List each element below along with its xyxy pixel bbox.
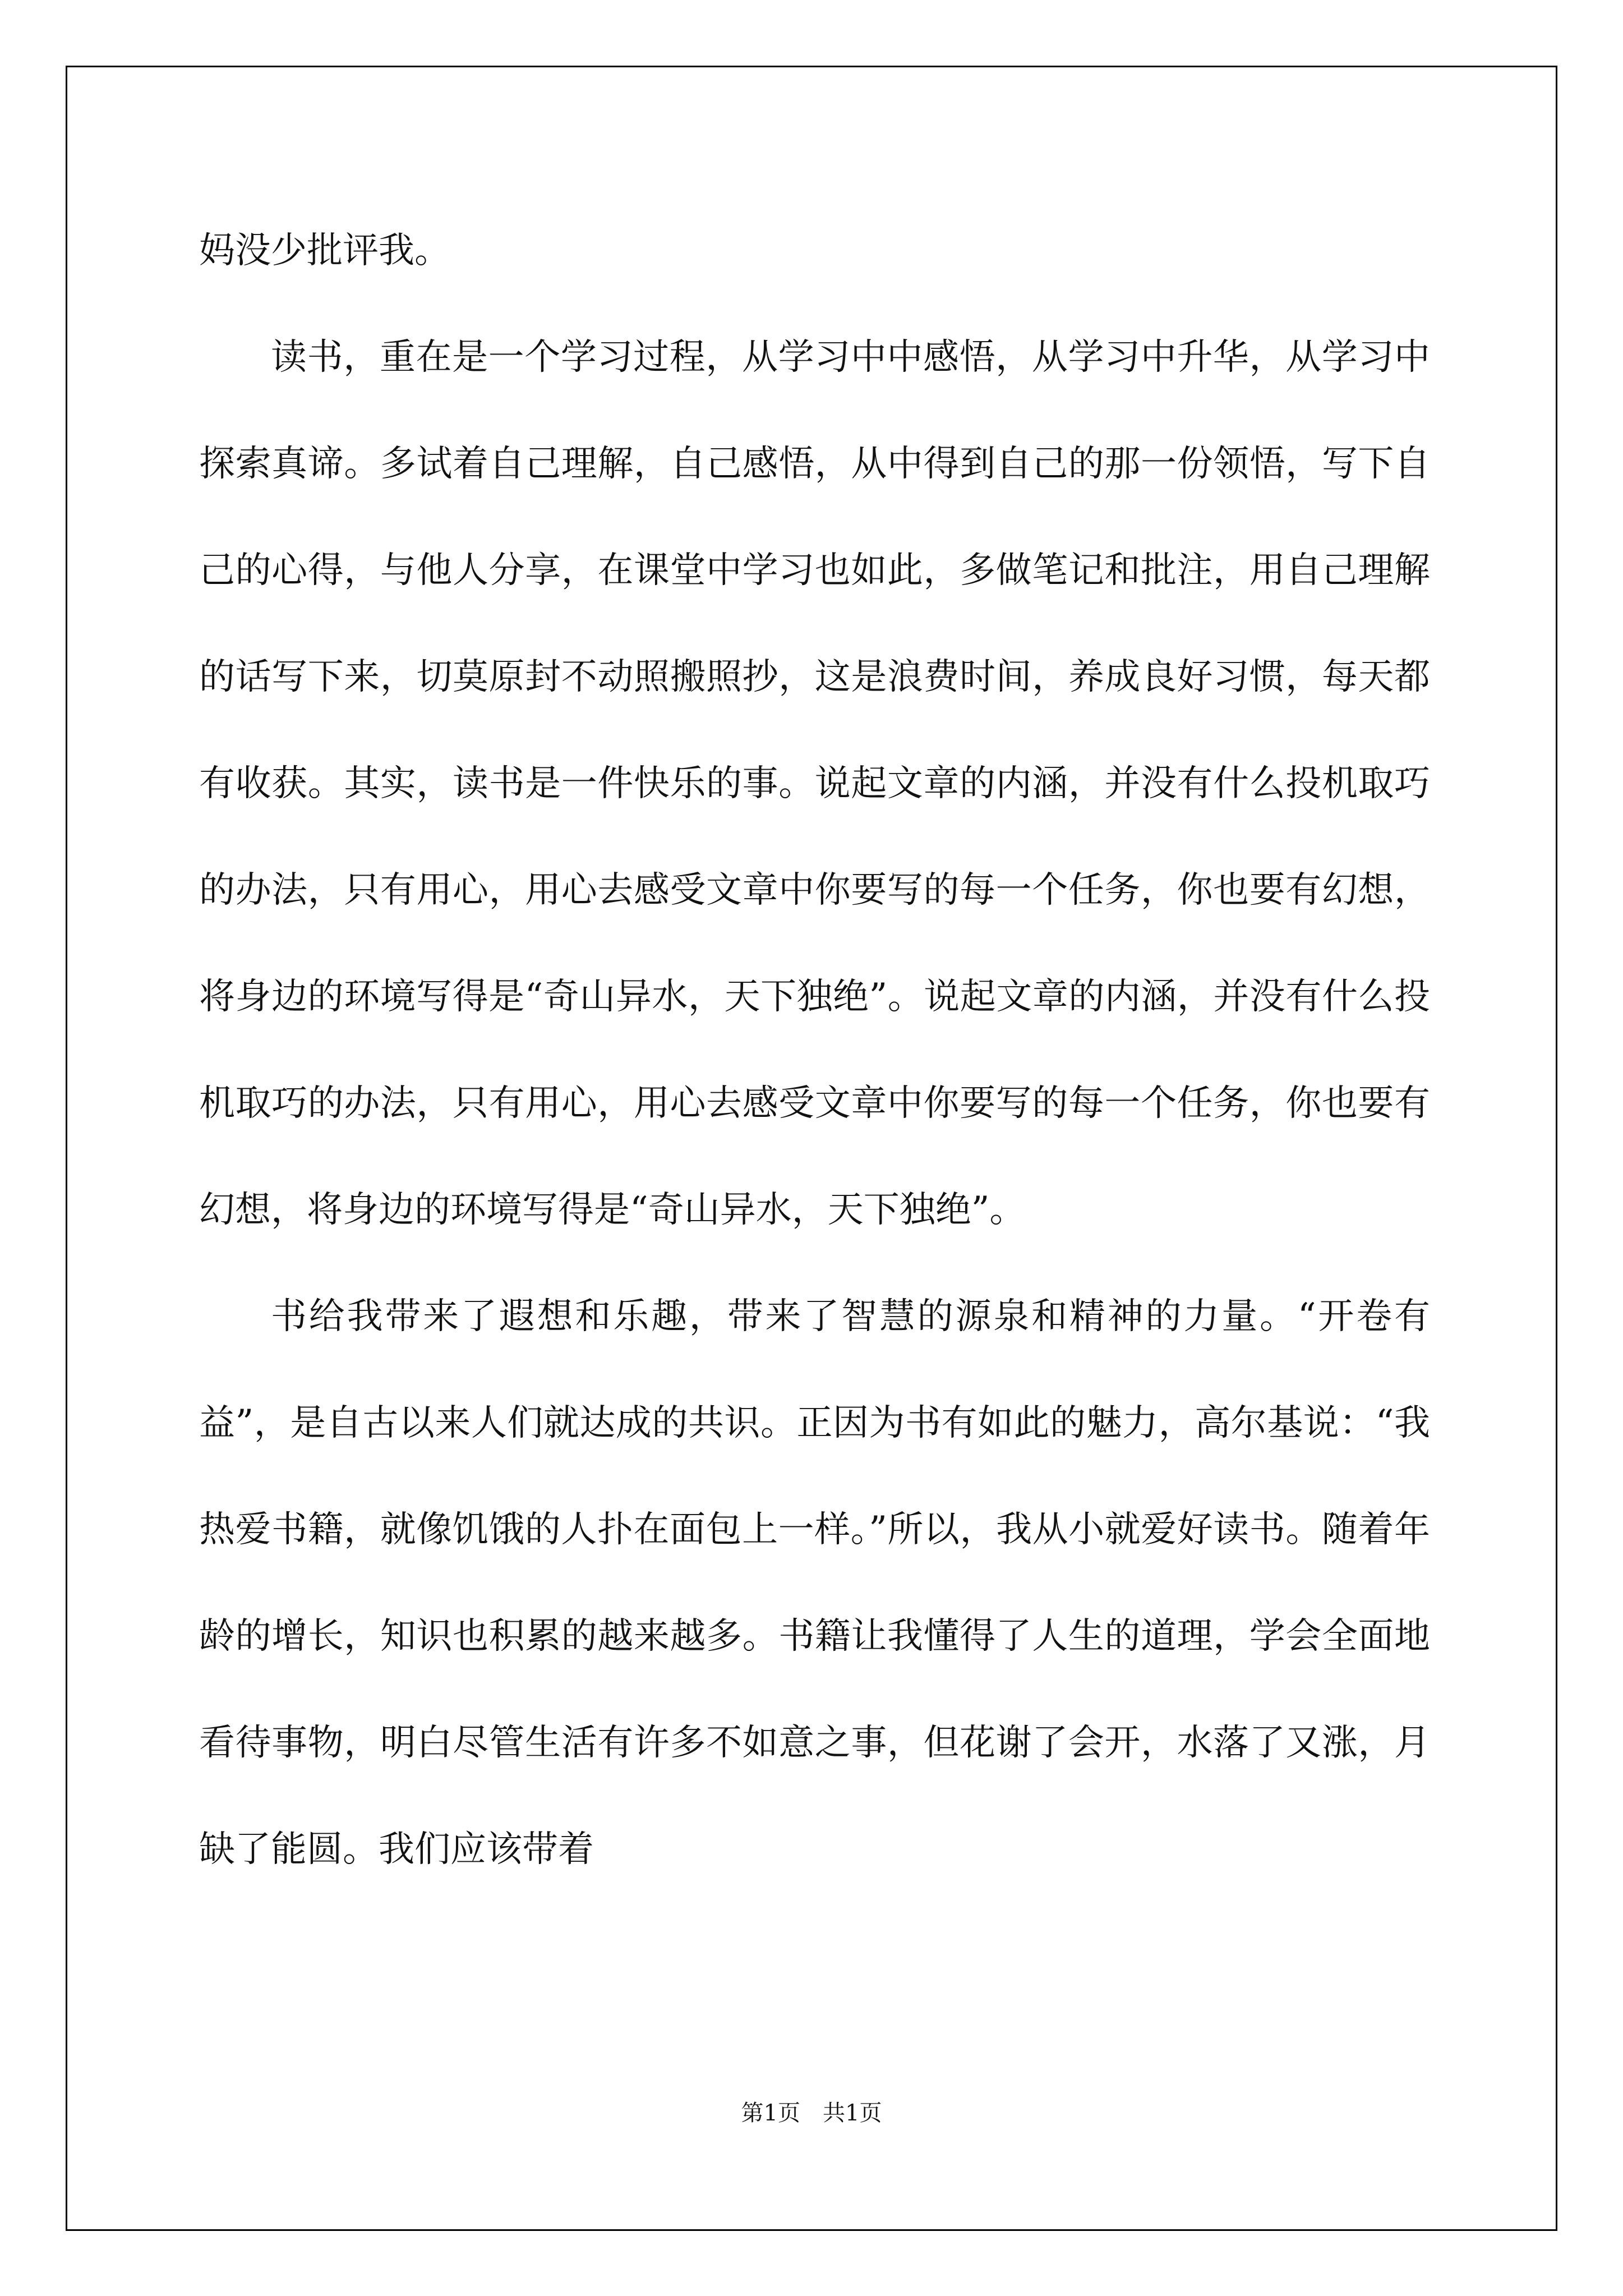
paragraph-3: 书给我带来了遐想和乐趣，带来了智慧的源泉和精神的力量。“开卷有益”，是自古以来人们就达成的共识。正因为书有如此的魅力，高尔基说：“我热爱书籍，就像饥饿的人扑在面包上一样。”所以，我从小就爱好读书。随着年龄的增长，知识也积累的越来越多。书籍让我懂得了人生的道理，学会全面地看待事物，明白尽管生活有许多不如意之事，但花谢了会开，水落了又涨，月缺了能圆。我们应该带着 [199, 1296, 1430, 1870]
document-body [199, 197, 1430, 1903]
paragraph-2: 读书，重在是一个学习过程，从学习中中感悟，从学习中升华，从学习中探索真谛。多试着自己理解，自己感悟，从中得到自己的那一份领悟，写下自己的心得，与他人分享，在课堂中学习也如此，多做笔记和批注，用自己理解的话写下来，切莫原封不动照搬照抄，这是浪费时间，养成良好习惯，每天都有收获。其实，读书是一件快乐的事。说起文章的内涵，并没有什么投机取巧的办法，只有用心，用心去感受文章中你要写的每一个任务，你也要有幻想，将身边的环境写得是“奇山异水，天下独绝”。说起文章的内涵，并没有什么投机取巧的办法，只有用心，用心去感受文章中你要写的每一个任务，你也要有幻想，将身边的环境写得是“奇山异水，天下独绝”。 [199, 337, 1430, 1231]
page-number-footer: 第1页 共1页 [741, 2100, 882, 2126]
paragraph-1: 妈没少批评我。 [199, 230, 450, 272]
